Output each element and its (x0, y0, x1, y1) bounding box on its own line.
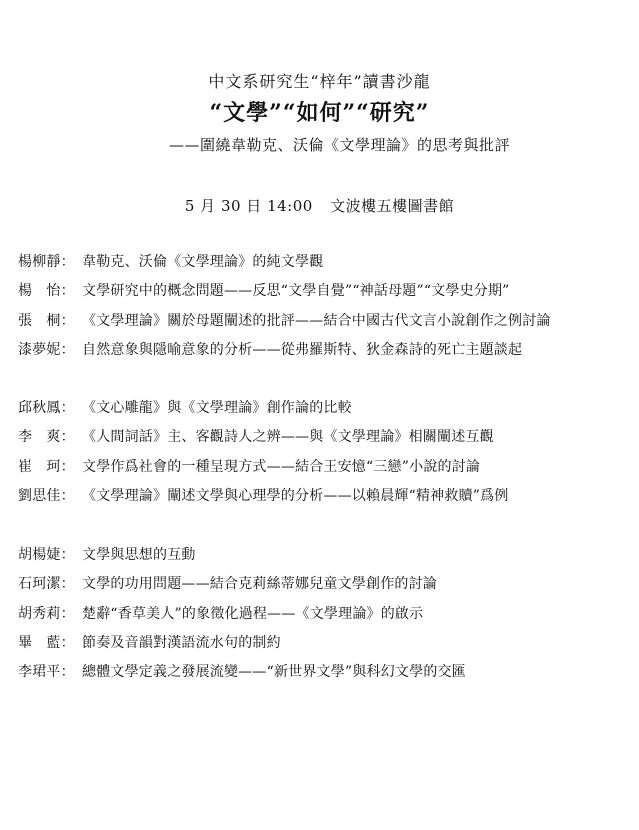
speaker-name: 劉思佳： (18, 487, 75, 504)
event-date: 5 月 30 日 14:00 (184, 197, 313, 215)
page-title: “文學”“如何”“研究” (209, 100, 430, 126)
speaker-name: 石珂潔： (18, 576, 75, 593)
speaker-name: 楊柳靜： (18, 254, 75, 270)
presentation-topic: 韋勒克、沃倫《文學理論》的純文學觀 (82, 254, 324, 270)
presentation-row (18, 541, 630, 570)
speaker-name: 邱秋鳳： (18, 400, 75, 416)
presentation-row (18, 394, 630, 423)
speaker-name: 崔 珂： (18, 458, 75, 475)
speaker-name: 楊 怡： (18, 283, 75, 300)
speaker-name: 胡楊婕： (18, 547, 75, 563)
presentation-group-3 (18, 541, 630, 687)
speaker-name: 畢 藍： (18, 634, 75, 651)
presentation-topic: 《文學理論》關於母題闡述的批評——結合中國古代文言小說創作之例討論 (82, 312, 551, 329)
speaker-name: 張 桐： (18, 312, 75, 329)
presentation-topic: 自然意象與隱喻意象的分析——從弗羅斯特、狄金森詩的死亡主題談起 (82, 341, 523, 358)
presentation-topic: 總體文學定義之發展流變——“新世界文學”與科幻文學的交匯 (82, 664, 466, 681)
presentation-row (18, 570, 630, 599)
presentation-row (18, 658, 630, 687)
series-name: 中文系研究生“梓年”讀書沙龍 (208, 72, 431, 91)
presentation-topic: 文學研究中的概念問題——反思“文學自覺”“神話母題”“文學史分期” (82, 283, 510, 300)
presentation-topic: 楚辭“香草美人”的象徵化過程——《文學理論》的啟示 (82, 605, 424, 622)
presentation-topic: 節奏及音韻對漢語流水句的制約 (82, 634, 281, 651)
presentation-topic: 文學的功用問題——結合克莉絲蒂娜兒童文學創作的討論 (82, 576, 437, 593)
presentation-row (18, 629, 630, 658)
presentation-topic: 文學作爲社會的一種呈現方式——結合王安憶“三戀”小說的討論 (82, 458, 481, 475)
presentation-row (18, 307, 630, 336)
speaker-name: 李 爽： (18, 429, 75, 446)
presentation-row (18, 600, 630, 629)
presentation-row (18, 423, 630, 452)
presentation-topic: 《文心雕龍》與《文學理論》創作論的比較 (82, 400, 352, 416)
presentation-group-1 (18, 248, 630, 365)
presentation-row (18, 248, 630, 277)
speaker-name: 胡秀莉： (18, 605, 75, 622)
presentation-row (18, 482, 630, 511)
event-venue: 文波樓五樓圖書館 (330, 197, 455, 215)
presentation-topic: 文學與思想的互動 (82, 547, 196, 563)
event-info (0, 195, 639, 216)
presentation-row (18, 336, 630, 365)
presentation-row (18, 453, 630, 482)
presentation-group-2 (18, 394, 630, 511)
speaker-name: 漆夢妮： (18, 341, 75, 358)
presentation-row (18, 277, 630, 306)
presentation-topic: 《文學理論》闡述文學與心理學的分析——以賴晨輝“精神救贖”爲例 (82, 487, 509, 504)
page-subtitle: ——圍繞韋勒克、沃倫《文學理論》的思考與批評 (168, 136, 510, 154)
presentation-topic: 《人間詞話》主、客觀詩人之辨——與《文學理論》相關闡述互觀 (82, 429, 494, 446)
speaker-name: 李珺平： (18, 664, 75, 681)
